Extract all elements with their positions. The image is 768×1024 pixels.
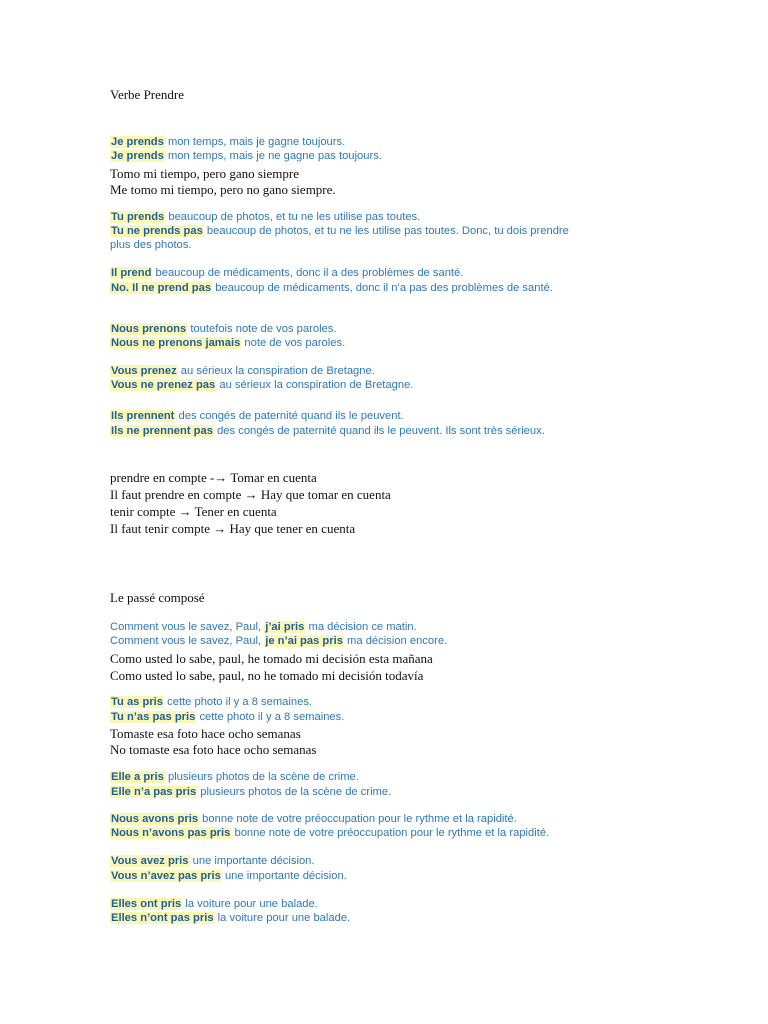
sentence-text: mon temps, mais je gagne toujours.: [164, 136, 346, 148]
sentence-text: Como usted lo sabe, paul, no he tomado mi decisión todavía: [110, 668, 424, 683]
highlighted-verb: Elle n’a pas pris: [111, 786, 197, 798]
highlighted-verb: Nous avons pris: [111, 813, 199, 825]
translation-line: [110, 668, 423, 684]
highlighted-verb: Tu ne prends pas: [111, 225, 203, 237]
translation-line: [110, 726, 301, 742]
sentence-text: note de vos paroles.: [241, 337, 346, 349]
sentence-text: une importante décision.: [189, 855, 315, 867]
example-sentence: [110, 150, 382, 162]
sentence-text: beaucoup de photos, et tu ne les utilise pas toutes. Donc, tu dois prendre: [203, 225, 569, 237]
sentence-text: plusieurs photos de la scène de crime.: [164, 771, 359, 783]
example-sentence: [110, 410, 404, 422]
highlighted-verb: Nous prenons: [111, 323, 187, 335]
sentence-text: bonne note de votre préoccupation pour le rythme et la rapidité.: [231, 827, 550, 839]
section-title-passe-compose: Le passé composé: [110, 590, 205, 605]
example-sentence: [110, 225, 569, 237]
translation-line: [110, 166, 299, 182]
sentence-text: Il faut tenir compte → Hay que tener en cuenta: [110, 521, 356, 536]
translation-line: [110, 487, 391, 503]
sentence-text: Me tomo mi tiempo, pero no gano siempre.: [110, 182, 336, 197]
sentence-text: ma décision ce matin.: [305, 621, 417, 633]
translation-line: [110, 504, 277, 520]
highlighted-verb: Nous ne prenons jamais: [111, 337, 241, 349]
highlighted-verb: j’ai pris: [265, 621, 305, 633]
example-sentence: [110, 239, 191, 251]
example-sentence: [110, 211, 420, 223]
highlighted-verb: Elles ont pris: [111, 898, 182, 910]
highlighted-verb: Il prend: [111, 267, 152, 279]
highlighted-verb: Nous n’avons pas pris: [111, 827, 231, 839]
highlighted-verb: Elles n’ont pas pris: [111, 912, 214, 924]
sentence-text: beaucoup de photos, et tu ne les utilise pas toutes.: [165, 211, 421, 223]
highlighted-verb: Ils ne prennent pas: [111, 425, 213, 437]
highlighted-verb: Vous prenez: [111, 365, 177, 377]
sentence-text: beaucoup de médicaments, donc il a des problèmes de santé.: [152, 267, 464, 279]
sentence-text: la voiture pour une balade.: [182, 898, 318, 910]
example-sentence: [110, 870, 347, 882]
example-sentence: [110, 337, 345, 349]
example-sentence: [110, 379, 413, 391]
example-sentence: [110, 267, 463, 279]
example-sentence: [110, 136, 345, 148]
example-sentence: [110, 365, 375, 377]
example-sentence: [110, 855, 315, 867]
sentence-text: cette photo il y a 8 semaines.: [196, 711, 345, 723]
sentence-text: des congés de paternité quand ils le peuvent.: [175, 410, 404, 422]
sentence-text: No tomaste esa foto hace ocho semanas: [110, 742, 317, 757]
sentence-text: des congés de paternité quand ils le peuvent. Ils sont très sérieux.: [213, 425, 545, 437]
sentence-text: Il faut prendre en compte → Hay que tomar en cuenta: [110, 487, 391, 502]
highlighted-verb: Je prends: [111, 136, 164, 148]
highlighted-verb: Je prends: [111, 150, 164, 162]
sentence-text: Como usted lo sabe, paul, he tomado mi decisión esta mañana: [110, 651, 433, 666]
highlighted-verb: No. Il ne prend pas: [111, 282, 212, 294]
example-sentence: [110, 696, 312, 708]
example-sentence: [110, 621, 417, 633]
example-sentence: [110, 282, 553, 294]
sentence-text: beaucoup de médicaments, donc il n’a pas des problèmes de santé.: [212, 282, 553, 294]
sentence-text: plus des photos.: [110, 239, 192, 251]
highlighted-verb: Tu as pris: [111, 696, 164, 708]
example-sentence: [110, 827, 549, 839]
example-sentence: [110, 771, 359, 783]
sentence-text: la voiture pour une balade.: [214, 912, 351, 924]
translation-line: [110, 470, 317, 486]
highlighted-verb: Tu n’as pas pris: [111, 711, 196, 723]
example-sentence: [110, 425, 545, 437]
example-sentence: [110, 898, 318, 910]
sentence-text: Comment vous le savez, Paul,: [110, 621, 265, 633]
example-sentence: [110, 323, 336, 335]
highlighted-verb: Vous n’avez pas pris: [111, 870, 221, 882]
sentence-text: une importante décision.: [221, 870, 347, 882]
example-sentence: [110, 786, 391, 798]
highlighted-verb: Elle a pris: [111, 771, 164, 783]
translation-line: [110, 182, 336, 198]
sentence-text: Tomaste esa foto hace ocho semanas: [110, 726, 301, 741]
sentence-text: plusieurs photos de la scène de crime.: [197, 786, 392, 798]
example-sentence: [110, 813, 517, 825]
highlighted-verb: Vous avez pris: [111, 855, 189, 867]
sentence-text: au sérieux la conspiration de Bretagne.: [216, 379, 414, 391]
sentence-text: bonne note de votre préoccupation pour le rythme et la rapidité.: [199, 813, 517, 825]
document-title: Verbe Prendre: [110, 87, 184, 102]
sentence-text: Tomo mi tiempo, pero gano siempre: [110, 166, 299, 181]
highlighted-verb: Tu prends: [111, 211, 165, 223]
example-sentence: [110, 635, 447, 647]
highlighted-verb: je n’ai pas pris: [265, 635, 343, 647]
sentence-text: mon temps, mais je ne gagne pas toujours.: [164, 150, 382, 162]
translation-line: [110, 521, 355, 537]
highlighted-verb: Vous ne prenez pas: [111, 379, 216, 391]
sentence-text: prendre en compte -→ Tomar en cuenta: [110, 470, 317, 485]
sentence-text: ma décision encore.: [343, 635, 448, 647]
translation-line: [110, 651, 433, 667]
sentence-text: Comment vous le savez, Paul,: [110, 635, 265, 647]
example-sentence: [110, 912, 350, 924]
sentence-text: cette photo il y a 8 semaines.: [164, 696, 313, 708]
sentence-text: au sérieux la conspiration de Bretagne.: [177, 365, 375, 377]
sentence-text: tenir compte → Tener en cuenta: [110, 504, 277, 519]
sentence-text: toutefois note de vos paroles.: [187, 323, 337, 335]
example-sentence: [110, 711, 344, 723]
translation-line: [110, 742, 316, 758]
highlighted-verb: Ils prennent: [111, 410, 175, 422]
